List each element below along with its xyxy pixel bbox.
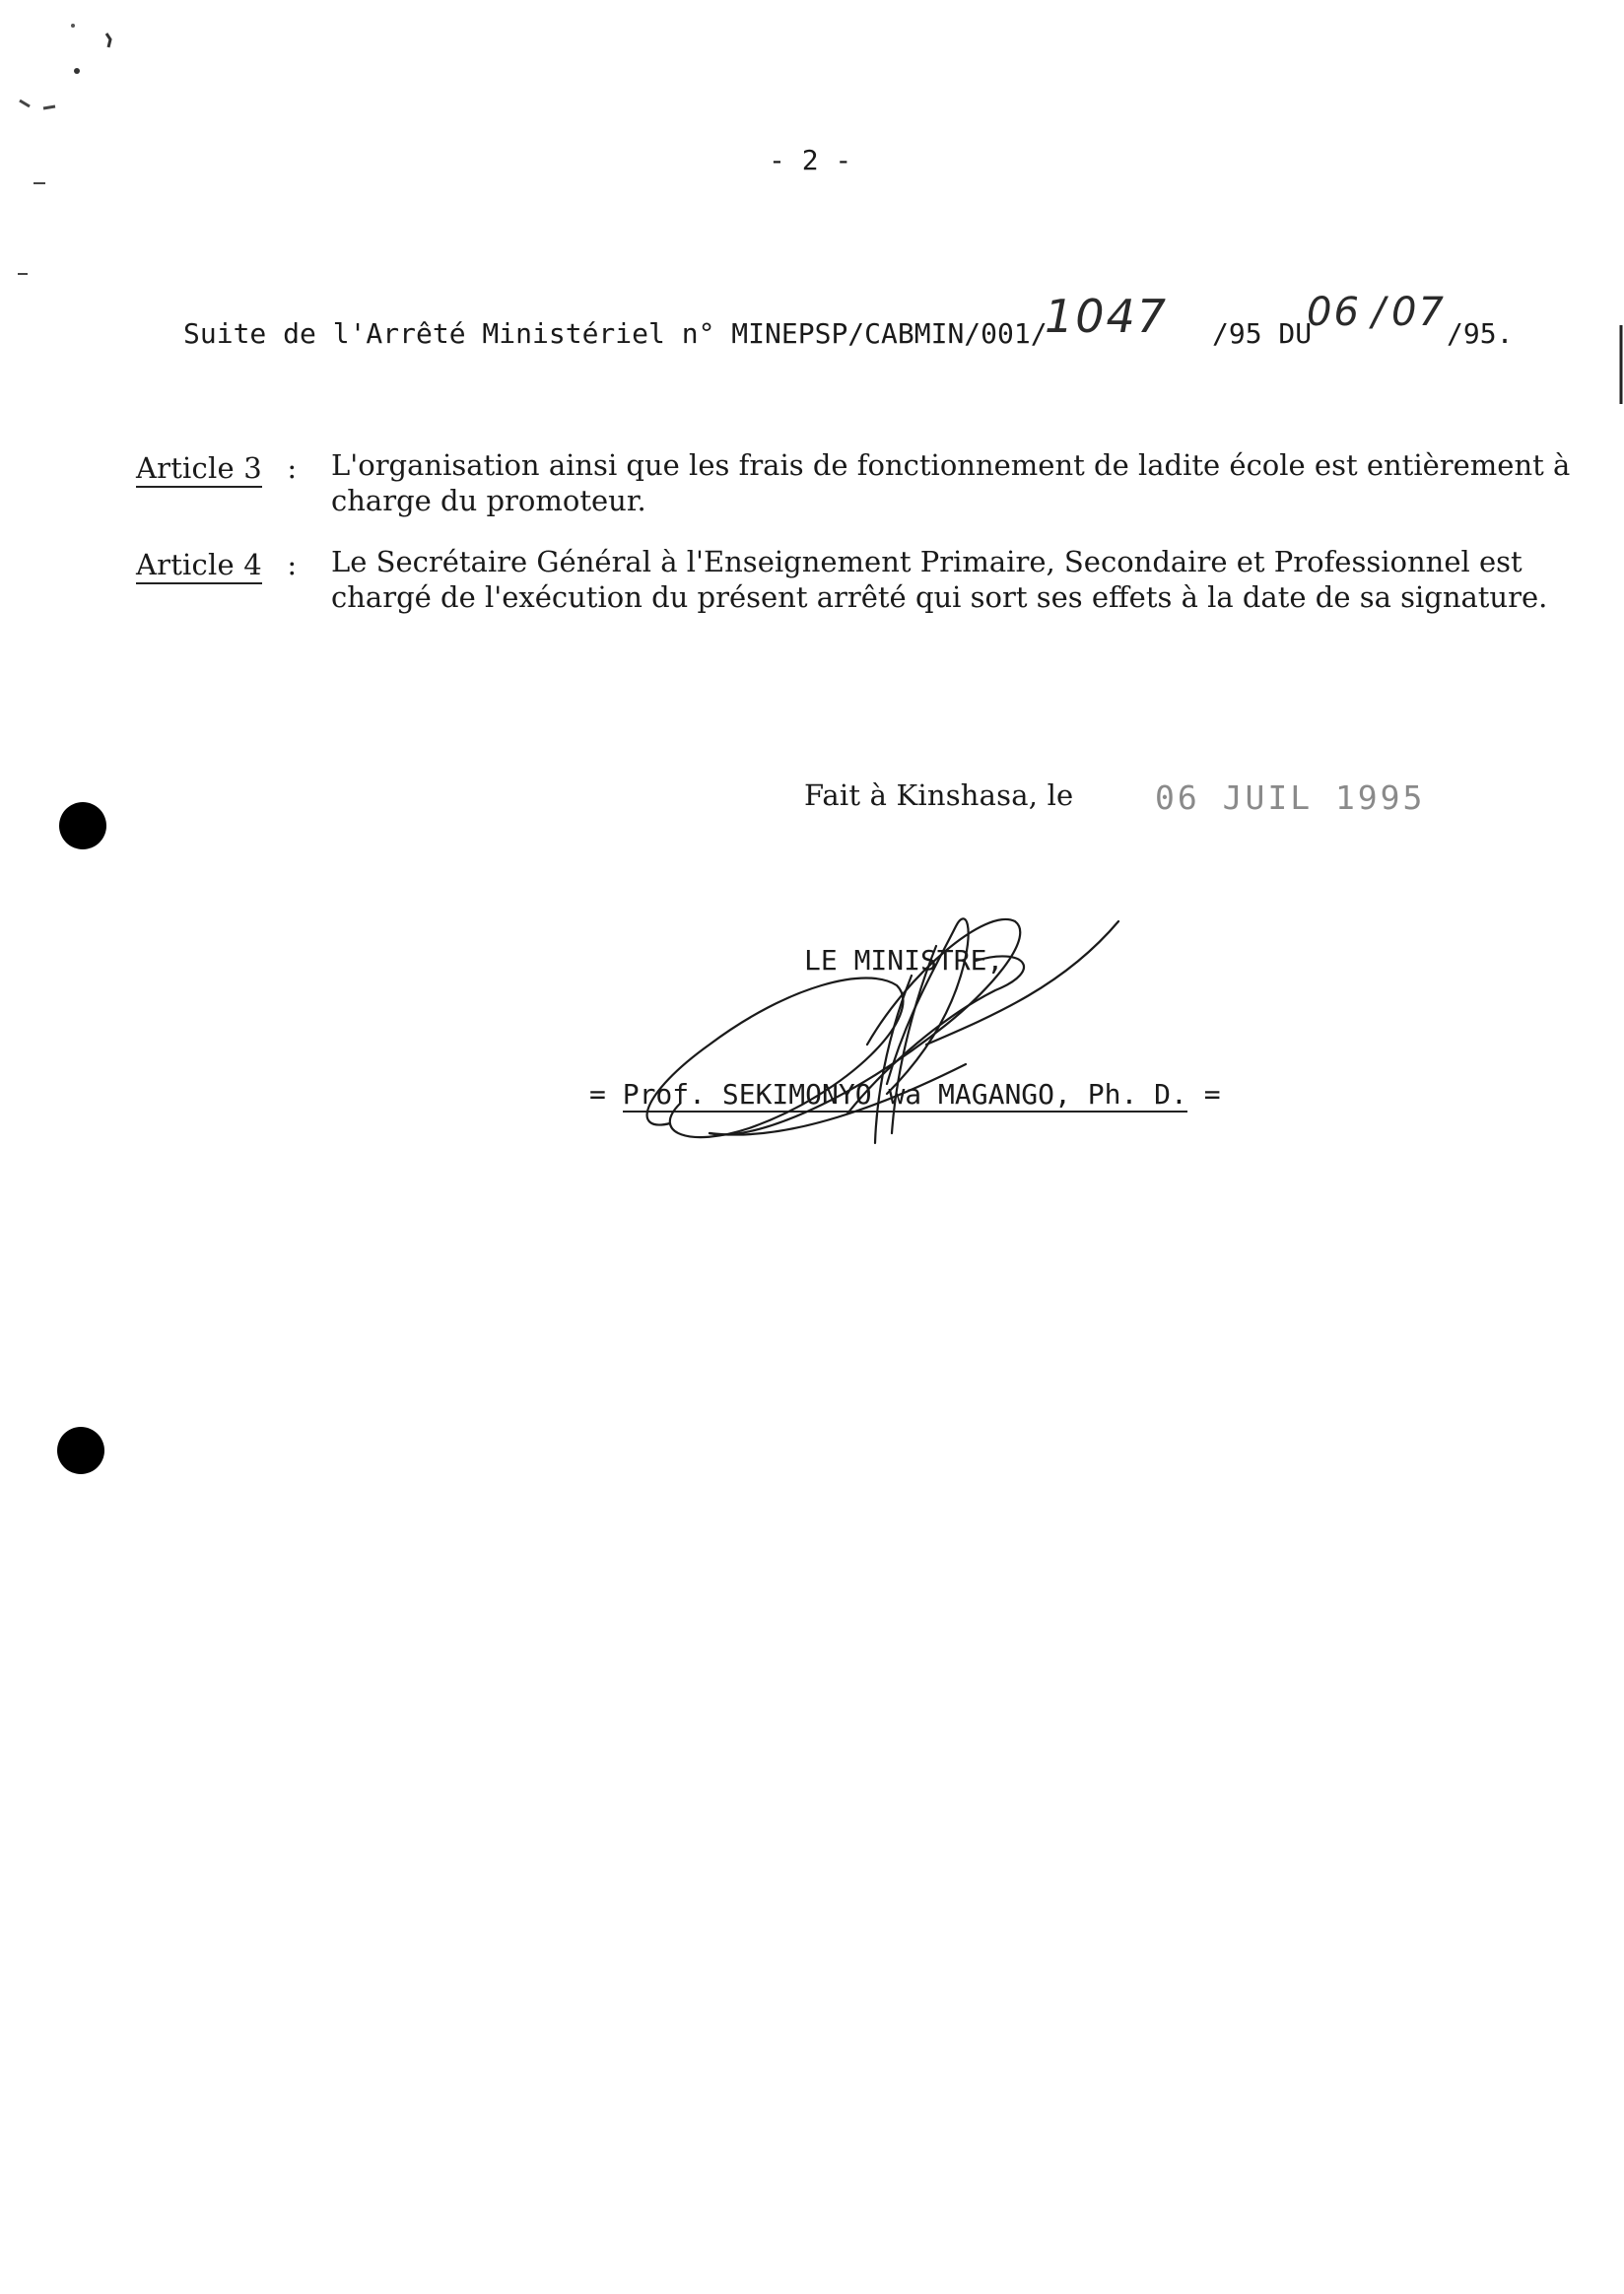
name-suffix: = xyxy=(1186,1078,1221,1111)
date-stamp: 06 JUIL 1995 xyxy=(1155,778,1426,817)
handwritten-sep: / xyxy=(1372,290,1387,335)
article-label: Article 3 xyxy=(136,451,262,488)
handwritten-day: 06 xyxy=(1307,290,1361,335)
place-date: Fait à Kinshasa, le xyxy=(804,778,1074,812)
signatory-title: LE MINISTRE, xyxy=(804,944,1004,977)
article-label: Article 4 xyxy=(136,548,262,584)
article-3-text: L'organisation ainsi que les frais de fonctionnement de ladite école est entièrement à charge du promoteur. xyxy=(331,448,1571,517)
handwritten-month: 07 xyxy=(1391,290,1446,335)
name-prefix: = xyxy=(589,1078,623,1111)
handwritten-decree-number: 1047 xyxy=(1045,290,1169,343)
reference-suffix: /95. xyxy=(1447,317,1514,350)
article-colon: : xyxy=(287,451,298,485)
reference-mid: /95 DU xyxy=(1212,317,1313,350)
reference-prefix: Suite de l'Arrêté Ministériel n° MINEPSP/CABMIN/001/ xyxy=(183,317,1048,350)
article-colon: : xyxy=(287,548,298,581)
signatory-name: Prof. SEKIMONYO wa MAGANGO, Ph. D. xyxy=(622,1078,1187,1111)
page-number: - 2 - xyxy=(769,144,852,176)
article-4-text: Le Secrétaire Général à l'Enseignement Primaire, Secondaire et Professionnel est chargé de l'exécution du présent arrêté qui sort ses effets à la date de sa signature. xyxy=(331,545,1548,614)
